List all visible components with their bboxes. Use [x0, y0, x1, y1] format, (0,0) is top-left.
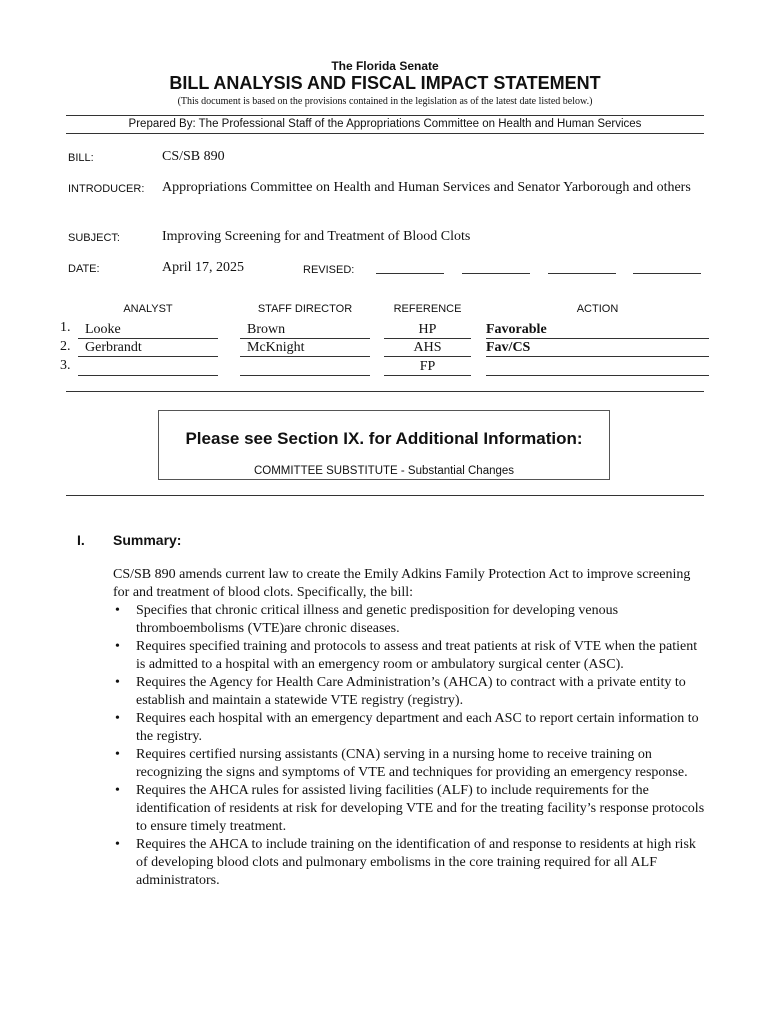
- col-action: ACTION: [576, 303, 619, 315]
- col-staff-director: STAFF DIRECTOR: [257, 303, 353, 315]
- analyst-cell: Gerbrandt: [78, 339, 218, 357]
- col-reference: REFERENCE: [393, 303, 462, 315]
- additional-info-box: [158, 410, 610, 480]
- revised-blank-1: [376, 273, 444, 274]
- bullet-text: Requires the AHCA rules for assisted living facilities (ALF) to include requirements for the identification of residents at risk for developing VTE and for the treating facility’s response protocols to ensure timely treatment.: [136, 783, 705, 834]
- bullet-icon: •: [115, 675, 120, 690]
- introducer-label: INTRODUCER:: [68, 183, 145, 195]
- row-number: 1.: [60, 320, 71, 335]
- bullet-text: Requires the Agency for Health Care Administration’s (AHCA) to contract with a private entity to establish and maintain a statewide VTE registry (registry).: [136, 675, 686, 708]
- bullet-text: Specifies that chronic critical illness and genetic predisposition for developing venous thromboembolisms (VTE)are chronic diseases.: [136, 603, 619, 636]
- list-item: [113, 836, 705, 890]
- action-cell: Favorable: [486, 321, 709, 339]
- section-title: Summary:: [113, 532, 182, 548]
- bullet-text: Requires specified training and protocols to assess and treat patients at risk of VTE when the patient is admitted to a hospital with an emergency room or ambulatory surgical center (ASC).: [136, 639, 698, 672]
- director-cell: Brown: [240, 321, 370, 339]
- list-item: [113, 674, 705, 710]
- divider-top: [66, 115, 704, 116]
- action-cell: Fav/CS: [486, 339, 709, 357]
- date-label: DATE:: [68, 263, 100, 275]
- director-cell: McKnight: [240, 339, 370, 357]
- bullet-icon: •: [115, 837, 120, 852]
- bill-value: CS/SB 890: [162, 149, 225, 164]
- prepared-by: Prepared By: The Professional Staff of the Appropriations Committee on Health and Human Services: [128, 118, 642, 130]
- section-ix-notice: Please see Section IX. for Additional Information:: [185, 429, 583, 448]
- revised-label: REVISED:: [303, 264, 355, 276]
- revised-blank-2: [462, 273, 530, 274]
- bullet-text: Requires each hospital with an emergency department and each ASC to report certain information to the registry.: [136, 711, 699, 744]
- introducer-value: Appropriations Committee on Health and Human Services and Senator Yarborough and others: [162, 180, 691, 195]
- subject-label: SUBJECT:: [68, 232, 120, 244]
- senate-heading: The Florida Senate: [331, 59, 439, 73]
- list-item: [113, 602, 705, 638]
- document-title: BILL ANALYSIS AND FISCAL IMPACT STATEMENT: [169, 73, 601, 93]
- bullet-icon: •: [115, 783, 120, 798]
- bullet-icon: •: [115, 711, 120, 726]
- summary-bullet-list: [113, 602, 705, 890]
- reference-cell: HP: [384, 321, 471, 339]
- divider-table: [66, 391, 704, 392]
- bullet-icon: •: [115, 639, 120, 654]
- reference-cell: FP: [384, 358, 471, 376]
- row-number: 2.: [60, 339, 71, 354]
- analyst-cell: Looke: [78, 321, 218, 339]
- subject-value: Improving Screening for and Treatment of Blood Clots: [162, 229, 471, 244]
- director-cell: [240, 358, 370, 376]
- reference-cell: AHS: [384, 339, 471, 357]
- col-analyst: ANALYST: [123, 303, 173, 315]
- divider-prepared: [66, 133, 704, 134]
- action-cell: [486, 358, 709, 376]
- committee-substitute-note: COMMITTEE SUBSTITUTE - Substantial Changes: [253, 465, 515, 477]
- row-number: 3.: [60, 358, 71, 373]
- revised-blank-4: [633, 273, 701, 274]
- analyst-cell: [78, 358, 218, 376]
- bullet-text: Requires certified nursing assistants (CNA) serving in a nursing home to receive training on recognizing the signs and symptoms of VTE and techniques for providing an emergency response.: [136, 747, 688, 780]
- date-value: April 17, 2025: [162, 260, 245, 275]
- bullet-icon: •: [115, 747, 120, 762]
- document-note: (This document is based on the provisions contained in the legislation as of the latest date listed below.): [177, 96, 593, 107]
- bullet-icon: •: [115, 603, 120, 618]
- list-item: [113, 710, 705, 746]
- divider-notice: [66, 495, 704, 496]
- list-item: [113, 638, 705, 674]
- bill-label: BILL:: [68, 152, 94, 164]
- list-item: [113, 746, 705, 782]
- summary-intro: CS/SB 890 amends current law to create the Emily Adkins Family Protection Act to improve screening for and treatment of blood clots. Specifically, the bill:: [113, 567, 691, 600]
- list-item: [113, 782, 705, 836]
- bullet-text: Requires the AHCA to include training on the identification of and response to residents at high risk of developing blood clots and pulmonary embolisms in the core training required for all ALF administrators.: [136, 837, 696, 888]
- revised-blank-3: [548, 273, 616, 274]
- section-number: I.: [77, 532, 85, 548]
